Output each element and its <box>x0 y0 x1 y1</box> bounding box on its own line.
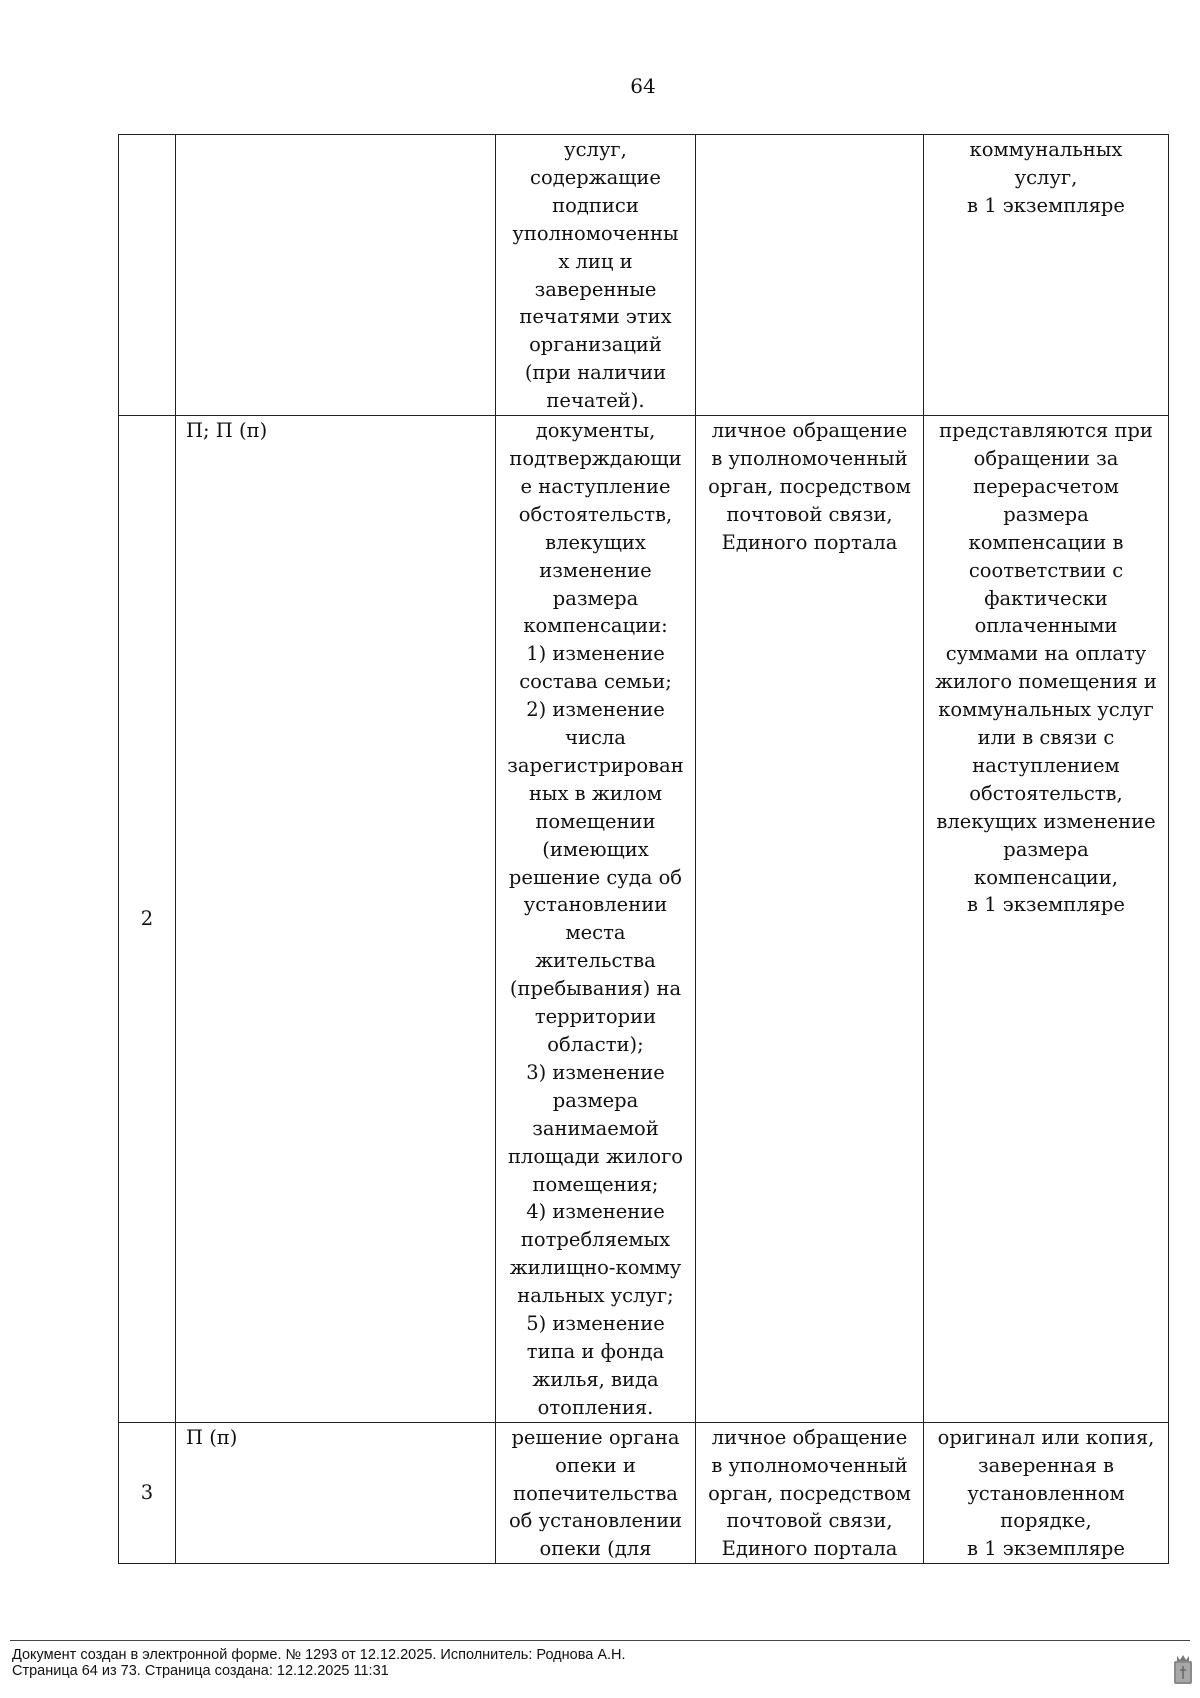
cell-text-line: в 1 экземпляре <box>967 893 1125 917</box>
cell-text-line: Единого портала <box>721 1537 898 1561</box>
cell-text-line: в уполномоченный <box>711 1453 908 1477</box>
cell-text-line: в уполномоченный <box>711 446 908 470</box>
cell-text-line: зарегистрирован <box>507 753 684 777</box>
cell-text-line: решение суда об <box>508 865 683 889</box>
cell-text-line: территории <box>534 1005 657 1029</box>
cell-text-line: представляются при <box>939 419 1153 443</box>
cell-text-line: в 1 экземпляре <box>967 193 1125 217</box>
cell-text-line: опеки и <box>555 1453 636 1477</box>
cell-text-line: подписи <box>552 193 639 217</box>
cell-text-line: 3) изменение <box>526 1060 665 1084</box>
table-row <box>119 135 1169 416</box>
row-number-cell <box>119 135 176 416</box>
note-cell <box>924 416 1169 1423</box>
cell-text-line: установлении <box>523 893 668 917</box>
cell-text-line: е наступление <box>520 474 671 498</box>
cell-text-line: подтверждающи <box>509 446 682 470</box>
cell-text-line: изменение <box>539 558 652 582</box>
cell-text-line: (имеющих <box>542 837 649 861</box>
cell-text-line: суммами на оплату <box>945 642 1147 666</box>
cell-text-line: 1) изменение <box>526 642 665 666</box>
cell-text-line: оригинал или копия, <box>937 1425 1155 1449</box>
cell-text-line: коммунальных <box>969 138 1123 161</box>
cell-text-line: компенсации: <box>523 614 668 638</box>
document-name-cell <box>496 416 696 1423</box>
cell-text-line: обращении за <box>973 446 1119 470</box>
cell-text-line: уполномоченны <box>512 221 679 245</box>
cell-text-line: нальных услуг; <box>517 1284 674 1308</box>
cell-text-line: решение органа <box>511 1425 680 1449</box>
footer-page-info: Страница 64 из 73. Страница создана: 12.12.2025 11:31 <box>12 1663 389 1679</box>
cell-text-line: личное обращение <box>711 1425 908 1449</box>
cell-text-line: 5) изменение <box>526 1312 665 1336</box>
cell-text-line: компенсации в <box>968 530 1124 554</box>
note-cell <box>924 135 1169 416</box>
cell-text-line: Единого портала <box>721 530 898 554</box>
table-row <box>119 416 1169 1423</box>
cell-text-line: коммунальных услуг <box>938 698 1154 722</box>
row-number-cell: 2 <box>119 416 176 1423</box>
cell-text-line: содержащие <box>530 165 661 189</box>
cell-text-line: документы, <box>535 419 656 443</box>
page-number: 64 <box>630 74 656 98</box>
cell-text-line: опеки (для <box>539 1537 652 1561</box>
document-name-cell <box>496 135 696 416</box>
cell-text-line: жилищно-комму <box>509 1256 682 1280</box>
cell-text-line: почтовой связи, <box>726 502 893 526</box>
table-body <box>119 135 1169 1564</box>
cell-text-line: потребляемых <box>520 1228 671 1252</box>
cell-text-line: х лиц и <box>558 249 633 273</box>
cell-text-line: жилого помещения и <box>935 670 1157 694</box>
submission-method-cell <box>696 1422 924 1564</box>
cell-text-line: занимаемой <box>532 1116 659 1140</box>
cell-text-line: фактически <box>984 586 1108 610</box>
cell-text-line: 2) изменение <box>526 698 665 722</box>
cell-text-line: (при наличии <box>524 361 667 385</box>
cell-text-line: области); <box>547 1033 644 1056</box>
cell-text-line: заверенные <box>534 277 657 301</box>
cell-text-line: соответствии с <box>968 558 1124 582</box>
cell-text-line: жительства <box>535 949 656 973</box>
cell-text-line: наступлением <box>972 753 1120 777</box>
cell-text-line: порядке, <box>1000 1509 1092 1533</box>
submission-method-cell <box>696 135 924 416</box>
cell-text-line: заверенная в <box>978 1453 1114 1477</box>
cell-text-line: услуг, <box>564 138 627 161</box>
applicant-category-cell: П; П (п) <box>176 416 496 1423</box>
note-cell <box>924 1422 1169 1564</box>
cell-text-line: почтовой связи, <box>726 1509 893 1533</box>
cell-text-line: перерасчетом <box>973 474 1119 498</box>
row-number-cell: 3 <box>119 1422 176 1564</box>
cell-text-line: влекущих изменение <box>936 809 1156 833</box>
footer-document-info: Документ создан в электронной форме. № 1293 от 12.12.2025. Исполнитель: Роднова А.Н. <box>12 1647 626 1663</box>
cell-text-line: площади жилого <box>507 1144 684 1168</box>
footer-divider <box>10 1640 1190 1641</box>
applicant-category-cell: П (п) <box>176 1422 496 1564</box>
cell-text-line: компенсации, <box>974 865 1118 889</box>
cell-text-line: обстоятельств, <box>518 502 673 526</box>
cell-text-line: об установлении <box>508 1509 683 1533</box>
cell-text-line: места <box>565 921 626 945</box>
cell-text-line: оплаченными <box>974 614 1118 638</box>
cell-text-line: размера <box>552 586 639 610</box>
cell-text-line: влекущих <box>545 530 646 554</box>
cell-text-line: типа и фонда <box>526 1339 665 1363</box>
cell-text-line: размера <box>1003 837 1089 861</box>
cell-text-line: размера <box>1003 502 1089 526</box>
cell-text-line: печатей). <box>546 389 645 413</box>
cell-text-line: числа <box>565 726 626 750</box>
table-row <box>119 1422 1169 1564</box>
cell-text-line: помещения; <box>532 1172 659 1196</box>
cell-text-line: орган, посредством <box>708 474 911 498</box>
cell-text-line: помещении <box>535 809 656 833</box>
applicant-category-cell <box>176 135 496 416</box>
cell-text-line: попечительства <box>513 1481 678 1505</box>
cell-text-line: организаций <box>529 333 662 357</box>
document-footer <box>12 1647 626 1679</box>
cell-text-line: орган, посредством <box>708 1481 911 1505</box>
cell-text-line: отопления. <box>537 1395 654 1419</box>
requirements-table <box>118 134 1169 1564</box>
cell-text-line: личное обращение <box>711 419 908 443</box>
cell-text-line: 4) изменение <box>526 1200 665 1224</box>
cell-text-line: или в связи с <box>977 726 1115 750</box>
document-name-cell <box>496 1422 696 1564</box>
cell-text-line: обстоятельств, <box>969 781 1123 805</box>
cell-text-line: (пребывания) на <box>509 977 682 1001</box>
cell-text-line: ных в жилом <box>528 781 663 805</box>
cell-text-line: жилья, вида <box>532 1367 659 1391</box>
cell-text-line: установленном <box>967 1481 1125 1505</box>
submission-method-cell <box>696 416 924 1423</box>
cell-text-line: размера <box>552 1088 639 1112</box>
coat-of-arms-icon <box>1172 1652 1194 1686</box>
cell-text-line: услуг, <box>1014 165 1078 189</box>
cell-text-line: печатями этих <box>519 305 672 329</box>
cell-text-line: в 1 экземпляре <box>967 1537 1125 1561</box>
cell-text-line: состава семьи; <box>519 670 672 694</box>
